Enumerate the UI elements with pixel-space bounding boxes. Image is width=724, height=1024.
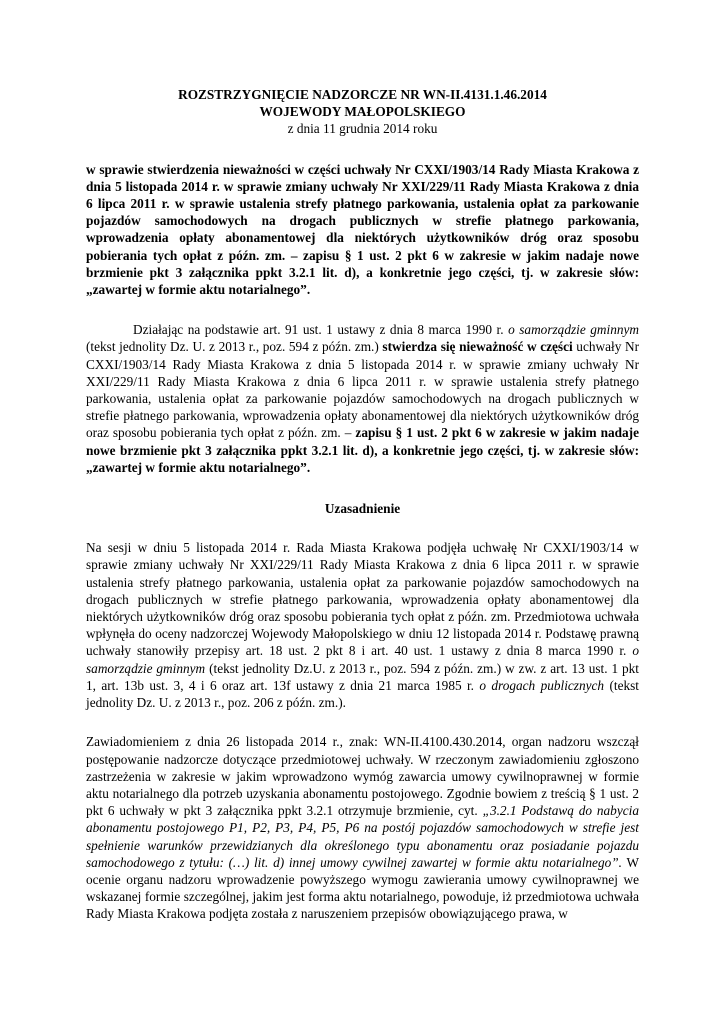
decision-act-title: o samorządzie gminnym: [508, 322, 639, 338]
decision-verdict: stwierdza się nieważność w części: [382, 339, 573, 355]
decision-text-1: Działając na podstawie art. 91 ust. 1 ustawy z dnia 8 marca 1990 r.: [133, 322, 509, 338]
justification-paragraph-1: [86, 539, 639, 711]
para2-text-1: Zawiadomieniem z dnia 26 listopada 2014 r., znak: WN-II.4100.430.2014, organ nadzoru wszczął postępowanie nadzorcze dotyczące przedmiotowej uchwały. W rzeczonym zawiadomieniu zgłoszono zastrzeżenia w zakresie w jakim wprowadzono wymóg zawarcia umowy cywilnoprawnej w formie aktu notarialnego dla potrzeb uzyskania abonamentu postojowego. Zgodnie bowiem z treścią § 1 ust. 2 pkt 6 uchwały w pkt 3 załącznika ppkt 3.2.1 otrzymuje brzmienie, cyt.: [86, 734, 639, 819]
justification-heading: Uzasadnienie: [324, 501, 401, 517]
para1-text-3: (tekst jednolity Dz. U. z 2013 r., poz. 206 z późn. zm.).: [86, 677, 639, 711]
para1-act-title-2: o drogach publicznych: [479, 677, 605, 693]
decision-text-2: (tekst jednolity Dz. U. z 2013 r., poz. 594 z późn. zm.): [86, 339, 383, 355]
decision-text-3: uchwały Nr CXXI/1903/14 Rady Miasta Krakowa z dnia 5 listopada 2014 r. w sprawie zmiany uchwały Nr XXI/229/11 Rady Miasta Krakowa z dnia 6 lipca 2011 r. w sprawie ustalenia strefy płatnego parkowania, ustalenia opłat za parkowanie pojazdów samochodowych na drogach publicznych w strefie płatnego parkowania, wprowadzenia opłaty abonamentowej dla niektórych użytkowników dróg oraz sposobu pobierania tych opłat z późn. zm. –: [86, 339, 639, 441]
para1-act-title-1: o samorządzie gminnym: [86, 643, 639, 676]
para2-text-2: W ocenie organu nadzoru wprowadzenie powyższego wymogu zawierania umowy cywilnoprawnej we wskazanej formie szczególnej, jakim jest forma aktu notarialnego, powoduje, iż przedmiotowa uchwała Rady Miasta Krakowa podjęta została z naruszeniem przepisów obowiązującego prawa, w: [86, 854, 639, 922]
para1-text-1: Na sesji w dniu 5 listopada 2014 r. Rada Miasta Krakowa podjęła uchwałę Nr CXXI/1903/14 w sprawie zmiany uchwały Nr XXI/229/11 Rady Miasta Krakowa z dnia 6 lipca 2011 r. w sprawie ustalenia strefy płatnego parkowania, ustalenia opłat za parkowanie pojazdów samochodowych na drogach publicznych w strefie płatnego parkowania, wprowadzenia opłaty abonamentowej dla niektórych użytkowników dróg oraz sposobu pobierania tych opłat z późn. zm. Przedmiotowa uchwała wpłynęła do oceny nadzorczej Wojewody Małopolskiego w dniu 12 listopada 2014 r. Podstawę prawną uchwały stanowiły przepisy art. 18 ust. 2 pkt 8 i art. 40 ust. 1 ustawy z dnia 8 marca 1990 r.: [86, 540, 639, 659]
document-title-line2: WOJEWODY MAŁOPOLSKIEGO: [259, 104, 466, 120]
document-page: [86, 86, 639, 923]
document-date: z dnia 11 grudnia 2014 roku: [287, 121, 438, 137]
decision-paragraph: [86, 321, 639, 476]
para1-text-2: (tekst jednolity Dz.U. z 2013 r., poz. 594 z późn. zm.) w zw. z art. 13 ust. 1 pkt 1, art. 13b ust. 3, 4 i 6 oraz art. 13f ustawy z dnia 21 marca 1985 r.: [86, 660, 640, 693]
para2-quote: „3.2.1 Podstawą do nabycia abonamentu postojowego P1, P2, P3, P4, P5, P6 na postój pojazdów samochodowych w strefie jest spełnienie warunków przewidzianych dla określonego typu abonamentu oraz posiadanie pojazdu samochodowego z tytułu: (…) lit. d) innej umowy cywilnej zawartej w formie aktu notarialnego”.: [86, 803, 639, 870]
document-subject: w sprawie stwierdzenia nieważności w części uchwały Nr CXXI/1903/14 Rady Miasta Krakowa z dnia 5 listopada 2014 r. w sprawie zmiany uchwały Nr XXI/229/11 Rady Miasta Krakowa z dnia 6 lipca 2011 r. w sprawie ustalenia strefy płatnego parkowania, ustalenia opłat za parkowanie pojazdów samochodowych na drogach publicznych w strefie płatnego parkowania, wprowadzenia opłaty abonamentowej dla niektórych użytkowników dróg oraz sposobu pobierania tych opłat z późn. zm. – zapisu § 1 ust. 2 pkt 6 w zakresie w jakim nadaje nowe brzmienie pkt 3 załącznika ppkt 3.2.1 lit. d), a konkretnie jego części, tj. w zakresie słów: „zawartej w formie aktu notarialnego”.: [86, 161, 639, 298]
decision-scope: zapisu § 1 ust. 2 pkt 6 w zakresie w jakim nadaje nowe brzmienie pkt 3 załącznika ppkt 3.2.1 lit. d), a konkretnie jego części, tj. w zakresie słów: „zawartej w formie aktu notarialnego”.: [86, 425, 639, 475]
justification-paragraph-2: [86, 733, 639, 922]
document-title-line1: ROZSTRZYGNIĘCIE NADZORCZE NR WN-II.4131.1.46.2014: [178, 87, 547, 102]
